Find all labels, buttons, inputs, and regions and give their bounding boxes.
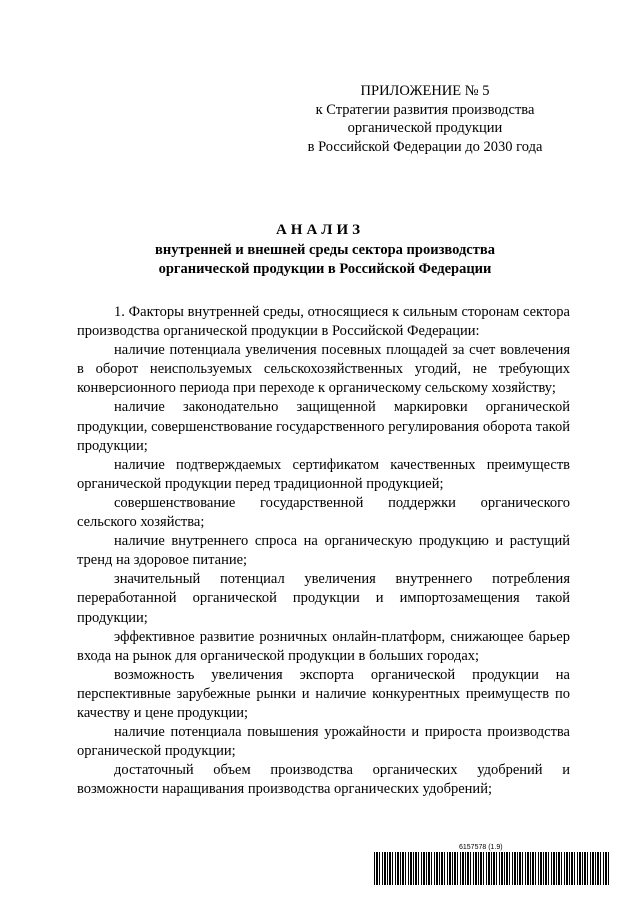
appendix-number: ПРИЛОЖЕНИЕ № 5 [360, 83, 490, 99]
paragraph: 1. Факторы внутренней среды, относящиеся к сильным сторонам сектора производства органической продукции в Российской Федерации: [77, 304, 570, 340]
document-code: 6157578 (1.9) [459, 844, 503, 851]
document-body [77, 303, 570, 799]
subtitle-line: органической продукции в Российской Федерации [158, 260, 492, 277]
subtitle-line: внутренней и внешней среды сектора производства [155, 242, 495, 258]
paragraph: наличие потенциала увеличения посевных площадей за счет вовлечения в оборот неиспользуемых сельскохозяйственных угодий, не требующих конверсионного периода при переходе к органическому сельскому хозяйству; [77, 342, 570, 397]
appendix-line: в Российской Федерации до 2030 года [307, 138, 543, 155]
barcode-icon [374, 852, 610, 885]
paragraph: наличие потенциала повышения урожайности и прироста производства органической продукции; [77, 724, 570, 760]
paragraph: значительный потенциал увеличения внутреннего потребления переработанной органической продукции и импортозамещения такой продукции; [77, 571, 570, 626]
paragraph: наличие внутреннего спроса на органическую продукцию и растущий тренд на здоровое питание; [77, 533, 570, 569]
appendix-header [300, 82, 550, 156]
paragraph: эффективное развитие розничных онлайн-платформ, снижающее барьер входа на рынок для органической продукции в больших городах; [77, 628, 570, 664]
paragraph: достаточный объем производства органических удобрений и возможности наращивания производства органических удобрений; [77, 762, 570, 798]
document-subtitle [80, 241, 570, 278]
paragraph: наличие законодательно защищенной маркировки органической продукции, совершенствование государственного регулирования оборота такой продукции; [77, 399, 570, 454]
paragraph: возможность увеличения экспорта органической продукции на перспективные зарубежные рынки и наличие конкурентных преимуществ по качеству и цене продукции; [77, 666, 570, 721]
paragraph: наличие подтверждаемых сертификатом качественных преимуществ органической продукции перед традиционной продукцией; [77, 456, 570, 492]
document-title: АНАЛИЗ [275, 222, 365, 238]
paragraph: совершенствование государственной поддержки органического сельского хозяйства; [77, 494, 570, 531]
appendix-line: к Стратегии развития производства [315, 101, 535, 118]
appendix-line: органической продукции [347, 120, 503, 137]
